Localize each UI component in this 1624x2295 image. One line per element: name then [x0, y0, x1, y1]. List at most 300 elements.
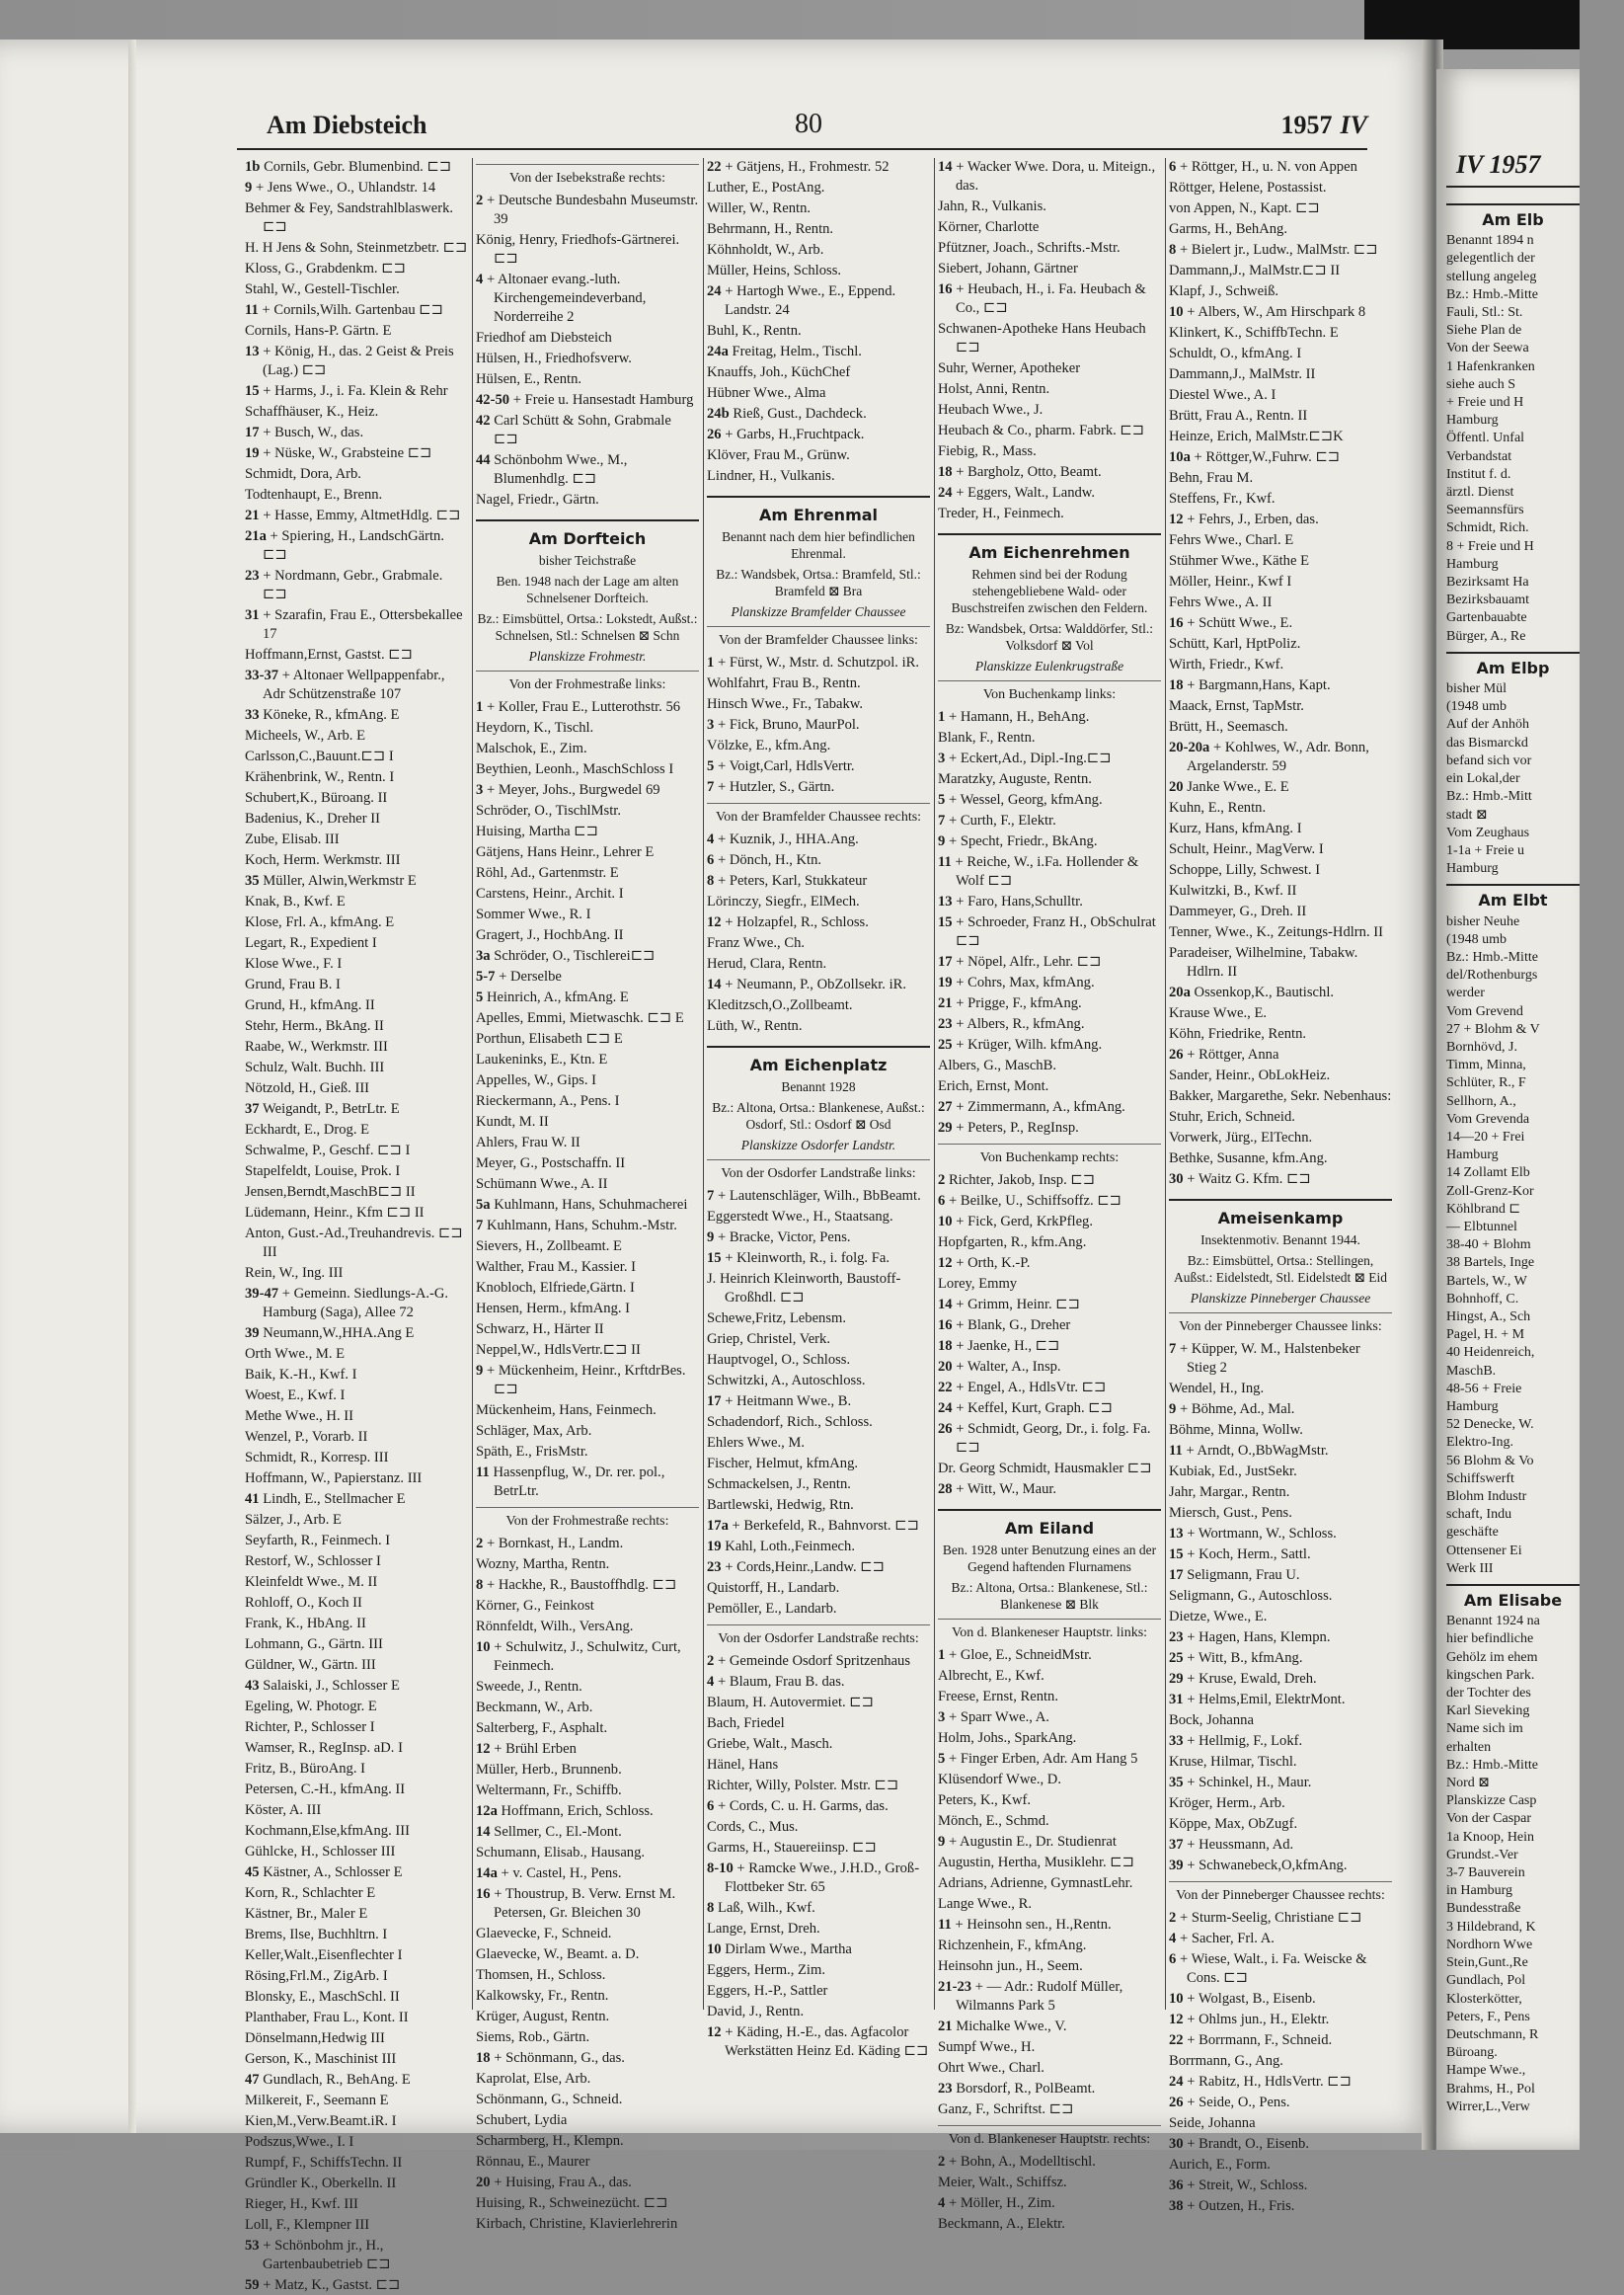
directory-entry — [245, 768, 468, 787]
directory-entry — [707, 1920, 930, 1939]
resident-text: Lorey, Emmy — [938, 1276, 1018, 1292]
resident-text: Kröger, Herm., Arb. — [1169, 1795, 1285, 1811]
house-number: 12 — [1169, 2012, 1184, 2027]
directory-entry — [1169, 1990, 1392, 2009]
resident-text: + Cohrs, Max, kfmAng. — [956, 975, 1095, 990]
directory-entry — [938, 1978, 1161, 2016]
directory-entry — [245, 851, 468, 870]
resident-text: Schwarz, H., Härter II — [476, 1321, 604, 1337]
directory-line: 3 Hildebrand, K — [1446, 1919, 1536, 1935]
directory-entry — [938, 1057, 1161, 1075]
directory-line: 14—20 + Frei — [1446, 1129, 1525, 1145]
directory-entry — [1169, 2176, 1392, 2195]
directory-line: stadt ⊠ — [1446, 807, 1488, 823]
resident-text: Heinrich, A., kfmAng. E — [486, 989, 629, 1005]
directory-entry — [938, 1213, 1161, 1231]
directory-entry — [938, 791, 1161, 810]
resident-text: Knauffs, Joh., KüchChef — [707, 364, 851, 380]
street-description: Rehmen sind bei der Rodung stehengebliebene Wald- oder Buschstreifen zwischen den Feldern. — [951, 567, 1148, 615]
directory-entry — [1169, 984, 1392, 1002]
resident-text: + Nüske, W., Grabsteine ⊏⊐ — [263, 445, 432, 461]
house-number: 23 — [245, 568, 260, 584]
directory-entry — [245, 2071, 468, 2090]
directory-entry — [245, 789, 468, 808]
directory-entry — [938, 2194, 1161, 2213]
house-number: 10a — [1169, 449, 1191, 465]
directory-line: Hamburg — [1446, 1148, 1499, 1163]
directory-line: Brahms, H., Pol — [1446, 2081, 1535, 2097]
directory-entry — [1169, 903, 1392, 921]
directory-entry — [476, 329, 699, 348]
resident-text: Behmer & Fey, Sandstrahlblaswerk. ⊏⊐ — [245, 200, 454, 235]
resident-text: Schröder, O., TischlMstr. — [476, 803, 621, 819]
directory-entry — [245, 913, 468, 932]
directory-entry — [938, 1854, 1161, 1872]
resident-text: + Keffel, Kurt, Graph. ⊏⊐ — [956, 1400, 1113, 1416]
year: 1957 — [1280, 111, 1333, 139]
resident-text: Schumann, Elisab., Hausang. — [476, 1845, 646, 1860]
resident-text: + Möller, H., Zim. — [948, 2195, 1055, 2211]
resident-text: Todtenhaupt, E., Brenn. — [245, 487, 383, 503]
directory-entry — [707, 716, 930, 735]
directory-entry — [1169, 944, 1392, 982]
resident-text: Böhme, Minna, Wollw. — [1169, 1422, 1303, 1438]
directory-line: Pagel, H. + M — [1446, 1327, 1525, 1343]
resident-text: Hülsen, H., Friedhofsverw. — [476, 351, 632, 366]
directory-entry — [245, 1059, 468, 1077]
resident-text: Albrecht, E., Kwf. — [938, 1668, 1044, 1684]
directory-line: gelegentlich der — [1446, 251, 1535, 267]
resident-text: Freitag, Helm., Tischl. — [732, 344, 862, 359]
directory-entry — [938, 505, 1161, 523]
directory-entry — [1169, 739, 1392, 776]
section-direction: Von der Osdorfer Landstraße links: — [707, 1159, 930, 1183]
resident-text: Schulz, Walt. Buchh. III — [245, 1060, 385, 1075]
directory-entry — [1169, 799, 1392, 818]
resident-text: Freese, Ernst, Rentn. — [938, 1689, 1058, 1704]
house-number: 24a — [707, 344, 729, 359]
resident-text: + Szarafin, Frau E., Ottersbekallee 17 — [263, 607, 463, 642]
directory-entry — [938, 1708, 1161, 1727]
resident-text: Sander, Heinr., ObLokHeiz. — [1169, 1068, 1331, 1083]
column-1 — [245, 158, 468, 2293]
resident-text: + Neumann, P., ObZollsekr. iR. — [725, 977, 907, 992]
directory-entry — [476, 1740, 699, 1759]
resident-text: + Bracke, Victor, Pens. — [717, 1229, 851, 1245]
resident-text: Scharmberg, H., Klempn. — [476, 2133, 624, 2149]
resident-text: Gätjens, Hans Heinr., Lehrer E — [476, 844, 655, 860]
directory-entry — [245, 1926, 468, 1944]
directory-entry — [245, 2175, 468, 2193]
directory-entry — [245, 1264, 468, 1283]
resident-text: + Küpper, W. M., Halstenbeker Stieg 2 — [1179, 1341, 1360, 1376]
directory-line: Wirrer,L.,Verw — [1446, 2098, 1530, 2114]
directory-entry — [707, 737, 930, 755]
resident-text: Jahn, R., Vulkanis. — [938, 198, 1046, 214]
house-number: 9 — [938, 833, 946, 849]
resident-text: + Spiering, H., LandschGärtn. ⊏⊐ — [263, 528, 444, 563]
directory-entry — [938, 893, 1161, 911]
directory-entry — [707, 1714, 930, 1733]
directory-entry — [938, 1812, 1161, 1831]
directory-entry — [245, 486, 468, 505]
directory-line: ärztl. Dienst — [1446, 485, 1514, 501]
directory-line: Von der Seewa — [1446, 341, 1529, 356]
resident-text: + Freie u. Hansestadt Hamburg — [512, 392, 694, 408]
directory-entry — [245, 810, 468, 829]
directory-line: werder — [1446, 986, 1485, 1001]
directory-line: 56 Blohm & Vo — [1446, 1453, 1534, 1468]
directory-entry — [245, 567, 468, 604]
directory-entry — [245, 322, 468, 341]
resident-text: Porthun, Elisabeth ⊏⊐ E — [476, 1031, 623, 1047]
directory-entry — [707, 1228, 930, 1247]
directory-entry — [938, 1077, 1161, 1096]
directory-entry — [1169, 1504, 1392, 1523]
directory-entry — [476, 947, 699, 966]
resident-text: Milkereit, F., Seemann E — [245, 2093, 389, 2108]
directory-line: bisher Neuhe — [1446, 913, 1520, 929]
directory-line: Auf der Anhöh — [1446, 717, 1529, 733]
resident-text: Bethke, Susanne, kfm.Ang. — [1169, 1150, 1328, 1166]
resident-text: + Ohlms jun., H., Elektr. — [1187, 2012, 1330, 2027]
house-number: 13 — [1169, 1526, 1184, 1542]
directory-entry — [1169, 1732, 1392, 1751]
resident-text: + Eggers, Walt., Landw. — [956, 485, 1096, 501]
resident-text: Schoppe, Lilly, Schwest. I — [1169, 862, 1321, 878]
resident-text: Jensen,Berndt,MaschB⊏⊐ II — [245, 1184, 416, 1200]
directory-entry — [245, 1428, 468, 1447]
resident-text: Schwanen-Apotheke Hans Heubach ⊏⊐ — [938, 321, 1146, 356]
resident-text: + Nordmann, Gebr., Grabmale. ⊏⊐ — [263, 568, 443, 602]
resident-text: Holm, Johs., SparkAng. — [938, 1730, 1077, 1746]
directory-entry — [707, 955, 930, 974]
directory-entry — [1169, 365, 1392, 384]
directory-entry — [707, 241, 930, 260]
directory-entry — [476, 1618, 699, 1636]
house-number: 6 — [1169, 1951, 1177, 1967]
house-number: 30 — [1169, 2136, 1184, 2152]
resident-text: Schaffhäuser, K., Heiz. — [245, 404, 379, 420]
directory-line: Gartenbauabte — [1446, 610, 1527, 626]
resident-text: + Hamann, H., BehAng. — [948, 709, 1090, 725]
street-description: Bz.: Altona, Ortsa.: Blankenese, Stl.: Blankenese ⊠ Blk — [951, 1580, 1148, 1612]
directory-entry — [707, 1756, 930, 1775]
directory-entry — [245, 1615, 468, 1633]
directory-entry — [245, 1285, 468, 1322]
resident-text: Möller, Heinr., Kwf I — [1169, 574, 1292, 590]
resident-text: Kaprolat, Else, Arb. — [476, 2071, 591, 2087]
resident-text: Schönmann, G., Schneid. — [476, 2092, 623, 2107]
directory-entry — [707, 282, 930, 320]
resident-text: Friedhof am Diebsteich — [476, 330, 612, 346]
directory-line: 1 Hafenkranken — [1446, 358, 1535, 374]
resident-text: + Wortmann, W., Schloss. — [1187, 1526, 1337, 1542]
house-number: 10 — [938, 1214, 953, 1229]
resident-text: Schläger, Max, Arb. — [476, 1423, 592, 1439]
directory-entry — [707, 1777, 930, 1795]
resident-text: Siebert, Johann, Gärtner — [938, 261, 1078, 277]
directory-entry — [476, 1071, 699, 1090]
house-number: 11 — [938, 854, 952, 870]
directory-entry — [245, 606, 468, 644]
directory-entry — [707, 1538, 930, 1556]
resident-text: Hensen, Herm., kfmAng. I — [476, 1301, 631, 1316]
directory-entry — [476, 1464, 699, 1501]
house-number: 22 — [1169, 2032, 1184, 2048]
directory-entry — [707, 1797, 930, 1816]
resident-text: + Blaum, Frau B. das. — [717, 1674, 845, 1690]
house-number: 3 — [938, 751, 946, 766]
directory-line: stellung angeleg — [1446, 269, 1537, 284]
resident-text: Kästner, A., Schlosser E — [263, 1864, 403, 1880]
directory-entry — [1169, 199, 1392, 218]
directory-line: Bürger, A., Re — [1446, 628, 1526, 644]
resident-text: Dammann,J., MalMstr.⊏⊐ II — [1169, 263, 1341, 278]
resident-text: + Gloe, E., SchneidMstr. — [948, 1647, 1092, 1663]
resident-text: David, J., Rentn. — [707, 2004, 805, 2019]
directory-line: 27 + Blohm & V — [1446, 1021, 1540, 1037]
directory-entry — [1169, 1628, 1392, 1647]
resident-text: + Specht, Friedr., BkAng. — [948, 833, 1098, 849]
street-description: bisher Teichstraße — [538, 553, 637, 568]
resident-text: Stühmer Wwe., Käthe E — [1169, 553, 1309, 569]
resident-text: + Gätjens, H., Frohmestr. 52 — [725, 159, 889, 175]
directory-line: 14 Zollamt Elb — [1446, 1165, 1530, 1181]
house-number: 24 — [1169, 2074, 1184, 2090]
resident-text: + Albers, R., kfmAng. — [956, 1016, 1085, 1032]
house-number: 26 — [938, 1421, 953, 1437]
directory-entry — [1169, 573, 1392, 592]
directory-entry — [1169, 262, 1392, 280]
resident-text: Pfützner, Joach., Schrifts.-Mstr. — [938, 240, 1121, 256]
house-number: 24 — [707, 283, 722, 299]
directory-entry — [245, 1449, 468, 1467]
directory-entry — [707, 1372, 930, 1390]
house-number: 12 — [938, 1255, 953, 1271]
resident-text: + Koch, Herm., Sattl. — [1187, 1546, 1311, 1562]
resident-text: + Hagen, Hans, Klempn. — [1187, 1629, 1331, 1645]
directory-line: Sellhorn, A., — [1446, 1093, 1516, 1109]
directory-entry — [938, 1337, 1161, 1356]
resident-text: Schröder, O., Tischlerei⊏⊐ — [494, 948, 656, 964]
directory-entry — [476, 1422, 699, 1441]
section-direction: Von der Bramfelder Chaussee rechts: — [707, 803, 930, 827]
resident-text: Brütt, H., Seemasch. — [1169, 719, 1288, 735]
resident-text: Blaum, H. Autovermiet. ⊏⊐ — [707, 1695, 874, 1710]
resident-text: Sumpf Wwe., H. — [938, 2039, 1036, 2055]
directory-line: Institut f. d. — [1446, 466, 1511, 482]
directory-entry — [476, 2215, 699, 2234]
resident-text: + Borrmann, F., Schneid. — [1187, 2032, 1333, 2048]
header-rule — [1446, 186, 1580, 188]
directory-entry — [938, 812, 1161, 831]
house-number: 21a — [245, 528, 267, 544]
resident-text: + Fick, Bruno, MaurPol. — [717, 717, 860, 733]
house-number: 37 — [245, 1101, 260, 1117]
resident-text: Brems, Ilse, Buchhltrn. I — [245, 1927, 388, 1942]
resident-text: Hänel, Hans — [707, 1757, 779, 1773]
resident-text: + Engel, A., HdlsVtr. ⊏⊐ — [956, 1380, 1107, 1395]
house-number: 14 — [938, 1297, 953, 1312]
directory-entry — [938, 484, 1161, 503]
resident-text: + Prigge, F., kfmAng. — [956, 995, 1082, 1011]
resident-text: Krause Wwe., E. — [1169, 1005, 1268, 1021]
house-number: 17 — [1169, 1567, 1184, 1583]
resident-text: + Holzapfel, R., Schloss. — [725, 914, 869, 930]
house-number: 17 — [707, 1393, 722, 1409]
section-direction: Von Buchenkamp links: — [938, 680, 1161, 704]
house-number: 39 — [245, 1325, 260, 1341]
resident-text: + Hellmig, F., Lokf. — [1187, 1733, 1303, 1749]
column-rule — [934, 158, 935, 2010]
resident-text: Schuldt, O., kfmAng. I — [1169, 346, 1302, 361]
house-number: 9 — [245, 180, 253, 196]
directory-entry — [245, 1988, 468, 2007]
directory-entry — [245, 1718, 468, 1737]
resident-text: Heinze, Erich, MalMstr.⊏⊐K — [1169, 429, 1344, 444]
section-direction: Von d. Blankeneser Hauptstr. rechts: — [938, 2125, 1161, 2149]
resident-text: Borsdorf, R., PolBeamt. — [956, 2081, 1096, 2097]
resident-text: Lohmann, G., Gärtn. III — [245, 1636, 383, 1652]
directory-entry — [1169, 531, 1392, 550]
directory-line: del/Rothenburgs — [1446, 968, 1538, 984]
directory-entry — [1169, 158, 1392, 177]
directory-entry — [245, 424, 468, 442]
resident-text: Hoffmann, Erich, Schloss. — [501, 1803, 654, 1819]
resident-text: Huising, R., Schweinezücht. ⊏⊐ — [476, 2195, 668, 2211]
directory-entry — [707, 1351, 930, 1370]
section-direction: Von der Frohmestraße rechts: — [476, 1507, 699, 1531]
directory-line: Bz.: Hmb.-Mitte — [1446, 286, 1538, 302]
directory-line: Vom Grevenda — [1446, 1111, 1530, 1127]
resident-text: Korn, R., Schlachter E — [245, 1885, 376, 1901]
street-description: Insektenmotiv. Benannt 1944. — [1200, 1232, 1360, 1247]
house-number: 7 — [707, 1188, 715, 1204]
directory-entry — [245, 748, 468, 766]
resident-text: Rieckermann, A., Pens. I — [476, 1093, 620, 1109]
house-number: 9 — [707, 1229, 715, 1245]
resident-text: Schönbohm Wwe., M., Blumenhdlg. ⊏⊐ — [494, 452, 628, 487]
house-number: 16 — [1169, 615, 1184, 631]
resident-text: Hoffmann,Ernst, Gastst. ⊏⊐ — [245, 647, 413, 663]
street-description: Bz.: Eimsbüttel, Ortsa.: Stellingen, Außst.: Eidelstedt, Stl. Eidelstedt ⊠ Eid — [1173, 1253, 1388, 1285]
directory-entry — [707, 1600, 930, 1619]
directory-line: bisher Mül — [1446, 681, 1508, 697]
resident-text: Wendel, H., Ing. — [1169, 1381, 1265, 1396]
directory-entry — [938, 1646, 1161, 1665]
house-number: 37 — [1169, 1837, 1184, 1853]
resident-text: König, Henry, Friedhofs-Gärtnerei. ⊏⊐ — [476, 232, 680, 267]
directory-line: Öffentl. Unfal — [1446, 431, 1525, 446]
resident-text: Maack, Ernst, TapMstr. — [1169, 698, 1304, 714]
resident-text: + Nöpel, Alfr., Lehr. ⊏⊐ — [956, 954, 1102, 970]
house-number: 42 — [476, 413, 491, 429]
resident-text: Rieß, Gust., Dachdeck. — [733, 406, 867, 422]
directory-line: MaschB. — [1446, 1363, 1497, 1379]
street-description: Bz: Wandsbek, Ortsa: Walddörfer, Stl.: Volksdorf ⊠ Vol — [945, 621, 1154, 653]
directory-entry — [245, 1863, 468, 1882]
house-number: 20 — [1169, 779, 1184, 795]
resident-text: Seide, Johanna — [1169, 2115, 1256, 2131]
directory-entry — [1169, 861, 1392, 880]
house-number: 16 — [938, 281, 953, 297]
resident-text: Griebe, Walt., Masch. — [707, 1736, 833, 1752]
directory-entry — [1169, 1170, 1392, 1189]
directory-entry — [476, 1885, 699, 1923]
directory-line: Bezirksbauamt — [1446, 593, 1529, 608]
resident-text: H. H Jens & Sohn, Steinmetzbetr. ⊏⊐ — [245, 240, 468, 256]
directory-entry — [476, 2111, 699, 2130]
directory-line: Hingst, A., Sch — [1446, 1308, 1531, 1324]
directory-entry — [476, 231, 699, 269]
directory-entry — [476, 1719, 699, 1738]
resident-text: + Walter, A., Insp. — [956, 1359, 1061, 1375]
resident-text: von Appen, N., Kapt. ⊏⊐ — [1169, 200, 1320, 216]
directory-entry — [245, 1490, 468, 1509]
resident-text: Schütt, Karl, HptPoliz. — [1169, 636, 1301, 652]
right-page-column — [1446, 198, 1624, 2116]
directory-entry — [245, 706, 468, 725]
resident-text: Kulwitzki, B., Kwf. II — [1169, 883, 1297, 899]
resident-text: + Deutsche Bundesbahn Museumstr. 39 — [486, 193, 699, 227]
resident-text: Lindh, E., Stellmacher E — [263, 1491, 406, 1507]
directory-entry — [938, 1874, 1161, 1893]
resident-text: Wohlfahrt, Frau B., Rentn. — [707, 675, 861, 691]
directory-entry — [1169, 303, 1392, 322]
directory-entry — [1169, 1129, 1392, 1148]
directory-entry — [245, 1677, 468, 1696]
street-description: Benannt nach dem hier befindlichen Ehrenmal. — [722, 529, 915, 561]
resident-text: Willer, W., Rentn. — [707, 200, 812, 216]
resident-text: Carl Schütt & Sohn, Grabmale ⊏⊐ — [494, 413, 671, 447]
house-number: 26 — [707, 427, 722, 442]
resident-text: Methe Wwe., H. II — [245, 1408, 353, 1424]
directory-entry — [476, 926, 699, 945]
directory-entry — [245, 1324, 468, 1343]
directory-entry — [1169, 282, 1392, 301]
resident-text: Wamser, R., RegInsp. aD. I — [245, 1740, 403, 1756]
directory-entry — [938, 198, 1161, 216]
house-number: 25 — [938, 1037, 953, 1053]
directory-entry — [1169, 656, 1392, 674]
resident-text: Klüsendorf Wwe., D. — [938, 1772, 1061, 1787]
directory-line: Schiffswerft — [1446, 1470, 1514, 1486]
house-number: 23 — [938, 1016, 953, 1032]
directory-entry — [938, 1771, 1161, 1789]
directory-entry — [245, 1225, 468, 1262]
resident-text: Schmidt, R., Korresp. III — [245, 1450, 389, 1465]
house-number: 18 — [1169, 677, 1184, 693]
resident-text: Gründler K., Oberkelln. II — [245, 2176, 397, 2191]
resident-text: Schmidt, Dora, Arb. — [245, 466, 361, 482]
section-direction: Von d. Blankeneser Hauptstr. links: — [938, 1619, 1161, 1642]
directory-entry — [938, 1833, 1161, 1852]
resident-text: Schwitzki, A., Autoschloss. — [707, 1373, 866, 1388]
directory-entry — [1169, 1340, 1392, 1378]
resident-text: + Kohlwes, W., Adr. Bonn, Argelanderstr. 59 — [1187, 740, 1369, 774]
resident-text: + Busch, W., das. — [263, 425, 364, 440]
house-number: 3a — [476, 948, 491, 964]
directory-line: Werk III — [1446, 1560, 1494, 1576]
resident-text: Nagel, Friedr., Gärtn. — [476, 492, 599, 508]
resident-text: Walther, Frau M., Kassier. I — [476, 1259, 636, 1275]
resident-text: + Zimmermann, A., kfmAng. — [956, 1099, 1125, 1115]
directory-entry — [1169, 1046, 1392, 1065]
directory-entry — [476, 1092, 699, 1111]
directory-entry — [1169, 594, 1392, 612]
resident-text: + Peters, Karl, Stukkateur — [717, 873, 868, 889]
